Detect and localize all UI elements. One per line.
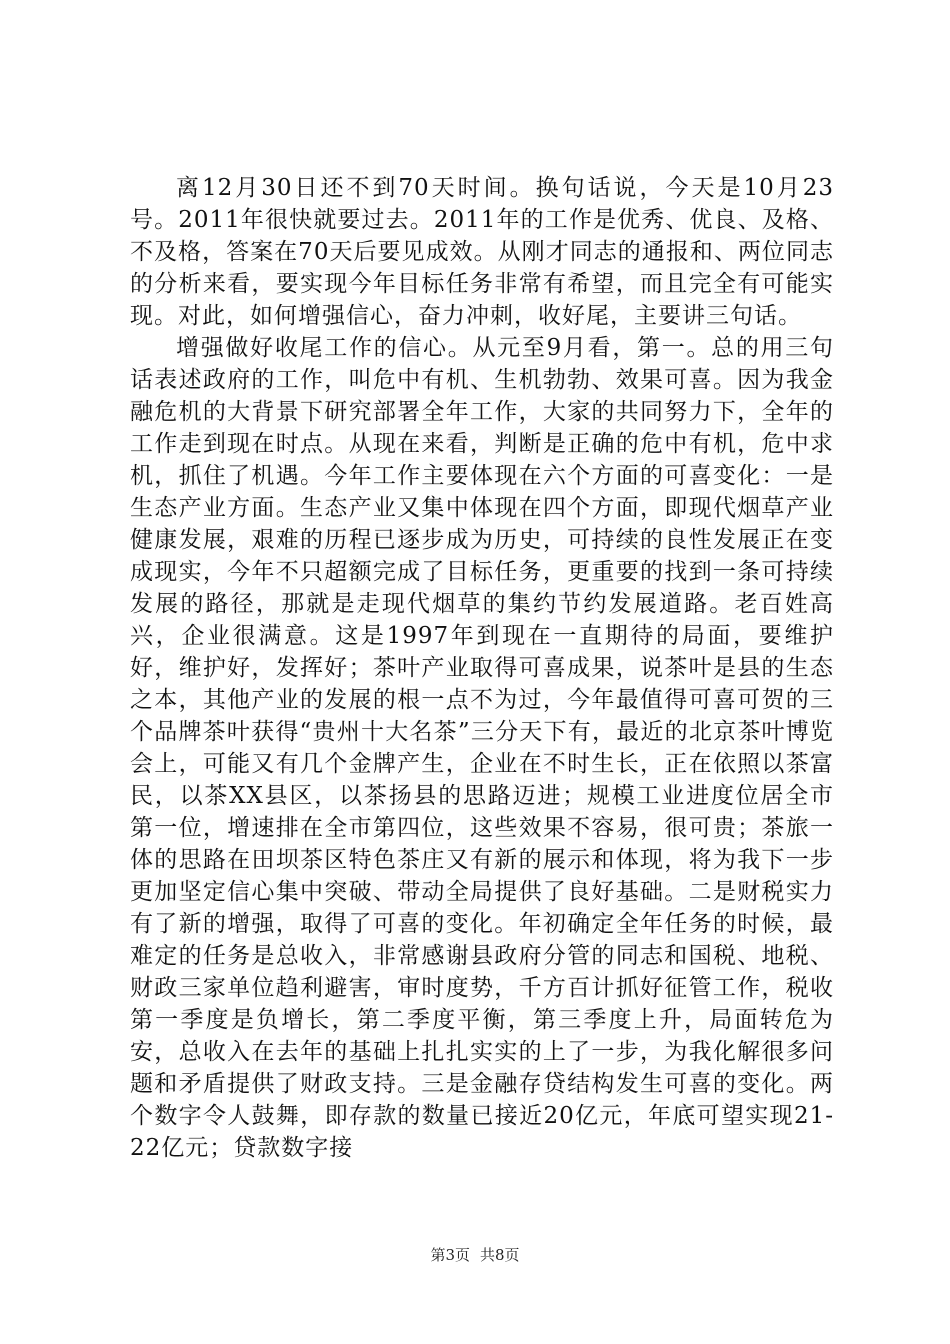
- document-body: [130, 172, 834, 1164]
- page-total: 共8页: [480, 1246, 520, 1264]
- page-number: 第3页: [430, 1246, 470, 1264]
- paragraph-intro: 离12月30日还不到70天时间。换句话说，今天是10月23号。2011年很快就要过去。2011年的工作是优秀、优良、及格、不及格，答案在70天后要见成效。从刚才同志的通报和、两位同志的分析来看，要实现今年目标任务非常有希望，而且完全有可能实现。对此，如何增强信心，奋力冲刺，收好尾，主要讲三句话。: [130, 175, 834, 329]
- paragraph-confidence: 增强做好收尾工作的信心。从元至9月看，第一。总的用三句话表述政府的工作，叫危中有机、生机勃勃、效果可喜。因为我金融危机的大背景下研究部署全年工作，大家的共同努力下，全年的工作走到现在时点。从现在来看，判断是正确的危中有机，危中求机，抓住了机遇。今年工作主要体现在六个方面的可喜变化：一是生态产业方面。生态产业又集中体现在四个方面，即现代烟草产业健康发展，艰难的历程已逐步成为历史，可持续的良性发展正在变成现实，今年不只超额完成了目标任务，更重要的找到一条可持续发展的路径，那就是走现代烟草的集约节约发展道路。老百姓高兴，企业很满意。这是1997年到现在一直期待的局面，要维护好，维护好，发挥好；茶叶产业取得可喜成果，说茶叶是县的生态之本，其他产业的发展的根一点不为过，今年最值得可喜可贺的三个品牌茶叶获得“贵州十大名茶”三分天下有，最近的北京茶叶博览会上，可能又有几个金牌产生，企业在不时生长，正在依照以茶富民，以茶XX县区，以茶扬县的思路迈进；规模工业进度位居全市第一位，增速排在全市第四位，这些效果不容易，很可贵；茶旅一体的思路在田坝茶区特色茶庄又有新的展示和体现，将为我下一步更加坚定信心集中突破、带动全局提供了良好基础。二是财税实力有了新的增强，取得了可喜的变化。年初确定全年任务的时候，最难定的任务是总收入，非常感谢县政府分管的同志和国税、地税、财政三家单位趋利避害，审时度势，千方百计抓好征管工作，税收第一季度是负增长，第二季度平衡，第三季度上升，局面转危为安，总收入在去年的基础上扎扎实实的上了一步，为我化解很多问题和矛盾提供了财政支持。三是金融存贷结构发生可喜的变化。两个数字令人鼓舞，即存款的数量已接近20亿元，年底可望实现21-22亿元；贷款数字接: [130, 335, 834, 1161]
- page-footer: [0, 1245, 950, 1265]
